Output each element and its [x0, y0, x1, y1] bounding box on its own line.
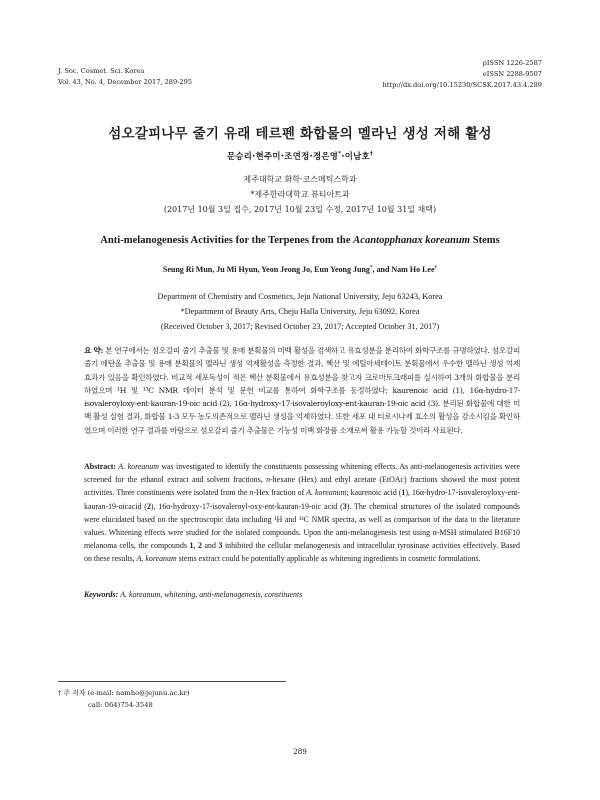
english-affiliations	[0, 290, 600, 334]
abs-c1: 1	[401, 488, 406, 498]
running-header-right	[383, 58, 542, 91]
abs-hex-n: n	[266, 475, 271, 485]
footnote-phone: call: 064)754-3548	[88, 700, 153, 709]
abs-s4: ), 16α-hydroxy-17-isovaleroyl-oxy-ent-kauran-19-oic acid (	[150, 501, 343, 511]
abs-species-2: A. koreanum	[306, 488, 347, 498]
korean-authors	[0, 150, 600, 162]
abs-b2: 2	[198, 541, 202, 551]
abs-s3: ), 16α-hydro-17-isovaleroyloxy-ent-kauran-19-oicacid (	[84, 488, 520, 511]
abs-s1: was investigated to identify the constituents possessing whitening effects. As anti-melanogenesis activities were screened for the ethanol extract and solvent fractions,	[84, 462, 520, 485]
korean-title: 섬오갈피나무 줄기 유래 테르펜 화합물의 멜라닌 생성 저해 활성	[108, 126, 492, 142]
korean-authors-part1: 문승리·현주미·조연정·정은영	[227, 151, 339, 161]
eissn: eISSN 2288-9507	[482, 70, 542, 78]
abs-species-1: A. koreanum	[118, 462, 159, 471]
english-authors-text: Seung Ri Mun, Ju Mi Hyun, Yeon Jeong Jo, Eun Yeong Jung	[162, 265, 370, 274]
abs-c3: 3	[342, 501, 347, 511]
korean-abstract-text: 본 연구에서는 섬오갈피 줄기 추출물 및 용매 분획물의 미백 활성을 검색하고 유효성분을 분리하여 화학구조를 규명하였다. 섬오갈피 줄기 에탄올 추출물 및 용매 분획물의 멜라닌 생성 억제활성을 측정한 결과, 헥산 및 에틸아세테이트 분획물에서 우수한 멜라닌 생성 억제 효과가 있음을 확인하였다. 비교적 세포독성이 적은 헥산 분획물에서 유효성분을 찾고자 크로마토크래피를 실시하여 3개의 화합물을 분리하였으며 ¹H 및 ¹³C NMR 데이터 분석 및 문헌 비교를 통하여 화학구조를 동정하였다; kaurenoic acid (1), 16α-hydro-17-isovaleroyloxy-ent-kauran-19-oic acid (2), 16α-hydroxy-17-isovaleroyloxy-ent-kauran-19-oic acid (3). 분리된 화합물에 대한 미백 활성 실험 결과, 화합물 1-3 모두 농도의존적으로 멜라닌 생성을 억제하였다. 또한 세포 내 티로시나제 효소의 활성을 감소시킴을 확인하였으며 이러한 연구 결과를 바탕으로 섬오갈피 줄기 추출물은 기능성 미백 화장품 소재로써 활용 가능할 것이라 사료된다.	[84, 346, 520, 435]
abs-n: n	[249, 488, 254, 498]
abs-s8: inhibited the cellular melanogenesis and intracellular tyrosinase activities effectively. Based on these results,	[84, 541, 520, 564]
doi-link[interactable]: http://dx.doi.org/10.15230/SCSK.2017.43.4.289	[382, 81, 542, 89]
abs-b1: 1	[189, 541, 194, 551]
footnote-email: † 주 저자 (e-mail: namho@jejunu.ac.kr)	[58, 689, 190, 697]
english-authors-dagger: †	[434, 264, 438, 271]
english-abstract	[84, 460, 520, 566]
abs-s2: ; kaurenoic acid (	[346, 488, 402, 498]
abs-s9: stems extract could be potentially applicable as whitening ingredients in cosmetic formulations.	[176, 554, 481, 564]
korean-authors-part2: ·이남호	[341, 151, 370, 161]
abs-s5: ). The chemical structures of the isolated compounds were elucidated based on the spectroscopic data including ¹H and ¹³C NMR spectra, as well as comparison of the data to the literature values. Whitening effects were studied for the isolated compounds. Upon the anti-melanogenesis test using α-MSH stimulated B16F10 melanoma cells, the compounds	[84, 501, 521, 551]
volume-info: Vol. 43, No. 4, December 2017, 289-295	[58, 78, 192, 86]
english-affiliation-2: *Department of Beauty Arts, Cheju Halla University, Jeju 63092, Korea	[180, 306, 420, 316]
abs-s1c: -Hex fraction of	[253, 488, 307, 498]
keywords-text: A. koreanum, whitening, anti-melanogenesis, constituents	[120, 590, 303, 599]
english-dates: (Received October 3, 2017; Revised October 23, 2017; Accepted October 31, 2017)	[160, 321, 440, 331]
pissn: pISSN 1226-2587	[482, 59, 542, 67]
footnote	[58, 688, 190, 711]
page-number: 289	[293, 747, 307, 756]
korean-affiliations	[0, 172, 600, 217]
abs-s1b: -hexane (Hex) and ethyl acetate (EtOAc) fractions showed the most potent activities. Three constituents were isolated from the	[84, 475, 520, 498]
english-title-species: Acantopphanax koreanum	[353, 235, 471, 246]
english-abstract-label: Abstract:	[84, 462, 116, 471]
korean-affiliation-1: 제주대학교 화학·코스메틱스학과	[243, 175, 357, 184]
english-title	[0, 235, 600, 246]
keywords-label: Keywords:	[84, 590, 119, 599]
english-affiliation-1: Department of Chemistry and Cosmetics, Jeju National University, Jeju 63243, Korea	[157, 292, 443, 301]
abs-b3: 3	[218, 541, 223, 551]
korean-affiliation-2: *제주한라대학교 뷰티아트과	[250, 190, 350, 199]
korean-dates: (2017년 10월 3일 접수, 2017년 10월 23일 수정, 2017년 10월 31일 채택)	[163, 205, 437, 214]
korean-authors-star: *	[338, 151, 342, 158]
footnote-divider	[58, 681, 286, 682]
korean-abstract	[84, 344, 520, 437]
abs-s6: ,	[193, 541, 198, 551]
keywords	[84, 590, 520, 599]
english-authors	[0, 265, 600, 274]
english-title-main: Anti-melanogenesis Activities for the Terpenes from the	[100, 235, 351, 246]
abs-species-3: A. koreanum	[136, 554, 177, 564]
abs-c2: 2	[146, 501, 151, 511]
running-header-left	[58, 66, 192, 88]
journal-name: J. Soc. Cosmet. Sci. Korea	[58, 67, 145, 75]
abs-s7: and	[201, 541, 219, 551]
english-authors-text2: , and Nam Ho Lee	[372, 265, 435, 274]
korean-authors-dagger: †	[369, 151, 373, 158]
english-authors-star: *	[369, 264, 373, 271]
korean-abstract-label: 요 약:	[84, 346, 103, 355]
english-title-tail: Stems	[472, 235, 500, 246]
